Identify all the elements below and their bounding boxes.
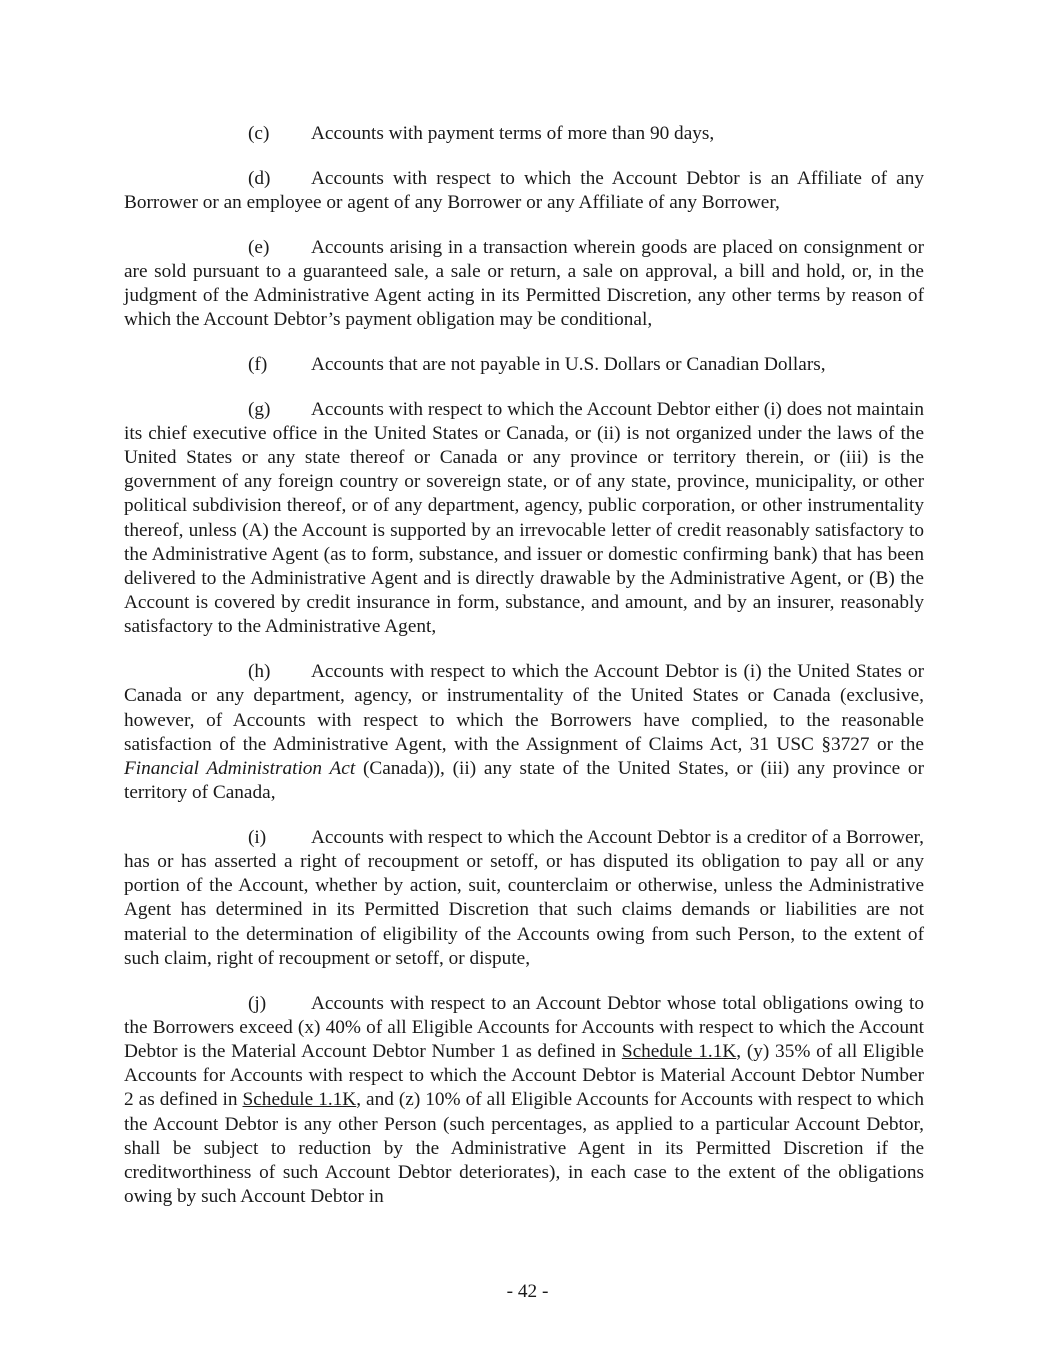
- schedule-reference-link: Schedule 1.1K: [242, 1089, 357, 1111]
- paragraph-text: Accounts with payment terms of more than 90 days,: [311, 123, 715, 144]
- paragraph-text: Accounts with respect to which the Account Debtor either (i) does not maintain its chief executive office in the United States or Canada, or (ii) is not organized under the laws of the United States or any state thereof or Canada or any province or territory therein, or (iii) is the government of any foreign country or sovereign state, or of any state, province, municipality, or other political subdivision thereof, or of any department, agency, public corporation, or other instrumentality thereof, unless (A) the Account is supported by an irrevocable letter of credit reasonably satisfactory to the Administrative Agent (as to form, substance, and issuer or domestic confirming bank) that has been delivered to the Administrative Agent and is directly drawable by the Administrative Agent, or (B) the Account is covered by credit insurance in form, substance, and amount, and by an insurer, reasonably satisfactory to the Administrative Agent,: [124, 398, 924, 638]
- schedule-reference-link: Schedule 1.1K: [621, 1041, 737, 1062]
- paragraph-c: [124, 122, 924, 146]
- paragraph-h: [124, 660, 924, 805]
- paragraph-text: Accounts with respect to which the Account Debtor is (i) the United States or Canada or any department, agency, or instrumentality of the United States or Canada (exclusive, however, of Accounts with respect to which the Borrowers have complied, to the reasonable satisfaction of the Administrative Agent, with the Assignment of Claims Act, 31 USC §3727 or the: [124, 661, 924, 755]
- paragraph-f: [124, 353, 924, 377]
- paragraph-label: (h): [248, 661, 271, 683]
- page-number: - 42 -: [506, 1281, 549, 1302]
- paragraph-label: (e): [248, 236, 270, 258]
- paragraph-label: (g): [248, 398, 271, 420]
- paragraph-text: Accounts with respect to which the Account Debtor is a creditor of a Borrower, has or has asserted a right of recoupment or setoff, or has disputed its obligation to pay all or any portion of the Account, whether by action, suit, counterclaim or otherwise, unless the Administrative Agent has determined in its Permitted Discretion that such claims demands or liabilities are not material to the determination of eligibility of the Accounts owing from such Person, to the extent of such claim, right of recoupment or setoff, or dispute,: [124, 826, 924, 969]
- paragraph-i: [124, 826, 924, 971]
- italic-act-title: Financial Administration Act: [124, 757, 356, 779]
- paragraph-g: [124, 398, 924, 640]
- paragraph-text: , and (z) 10% of all Eligible Accounts for Accounts with respect to which the Account Debtor is any other Person (such percentages, as applied to a particular Account Debtor, shall be subject to reduction by the Administrative Agent in its Permitted Discretion if the creditworthiness of such Account Debtor deteriorates), in each case to the extent of the obligations owing by such Account Debtor in: [124, 1089, 924, 1208]
- document-body: [124, 122, 924, 1230]
- paragraph-text: (Canada)), (ii) any state of the United States, or (iii) any province or territory of Canada,: [124, 757, 924, 804]
- paragraph-d: [124, 167, 924, 215]
- paragraph-j: [124, 992, 924, 1210]
- paragraph-label: (f): [248, 353, 268, 375]
- paragraph-label: (d): [248, 167, 271, 189]
- paragraph-label: (c): [248, 123, 270, 144]
- paragraph-label: (i): [248, 826, 267, 848]
- paragraph-e: [124, 236, 924, 333]
- paragraph-text: Accounts that are not payable in U.S. Dollars or Canadian Dollars,: [311, 353, 826, 375]
- paragraph-text: Accounts arising in a transaction wherein goods are placed on consignment or are sold pursuant to a guaranteed sale, a sale or return, a sale on approval, a bill and hold, or, in the judgment of the Administrative Agent acting in its Permitted Discretion, any other terms by reason of which the Account Debtor’s payment obligation may be conditional,: [124, 236, 924, 331]
- paragraph-text: , (y) 35% of all Eligible Accounts for Accounts with respect to which the Account Debtor is Material Account Debtor Number 2 as defined in: [124, 1041, 924, 1111]
- paragraph-text: Accounts with respect to which the Account Debtor is an Affiliate of any Borrower or an employee or agent of any Borrower or any Affiliate of any Borrower,: [124, 167, 924, 213]
- paragraph-text: Accounts with respect to an Account Debtor whose total obligations owing to the Borrowers exceed (x) 40% of all Eligible Accounts for Accounts with respect to which the Account Debtor is the Material Account Debtor Number 1 as defined in: [124, 992, 924, 1062]
- paragraph-label: (j): [248, 992, 267, 1014]
